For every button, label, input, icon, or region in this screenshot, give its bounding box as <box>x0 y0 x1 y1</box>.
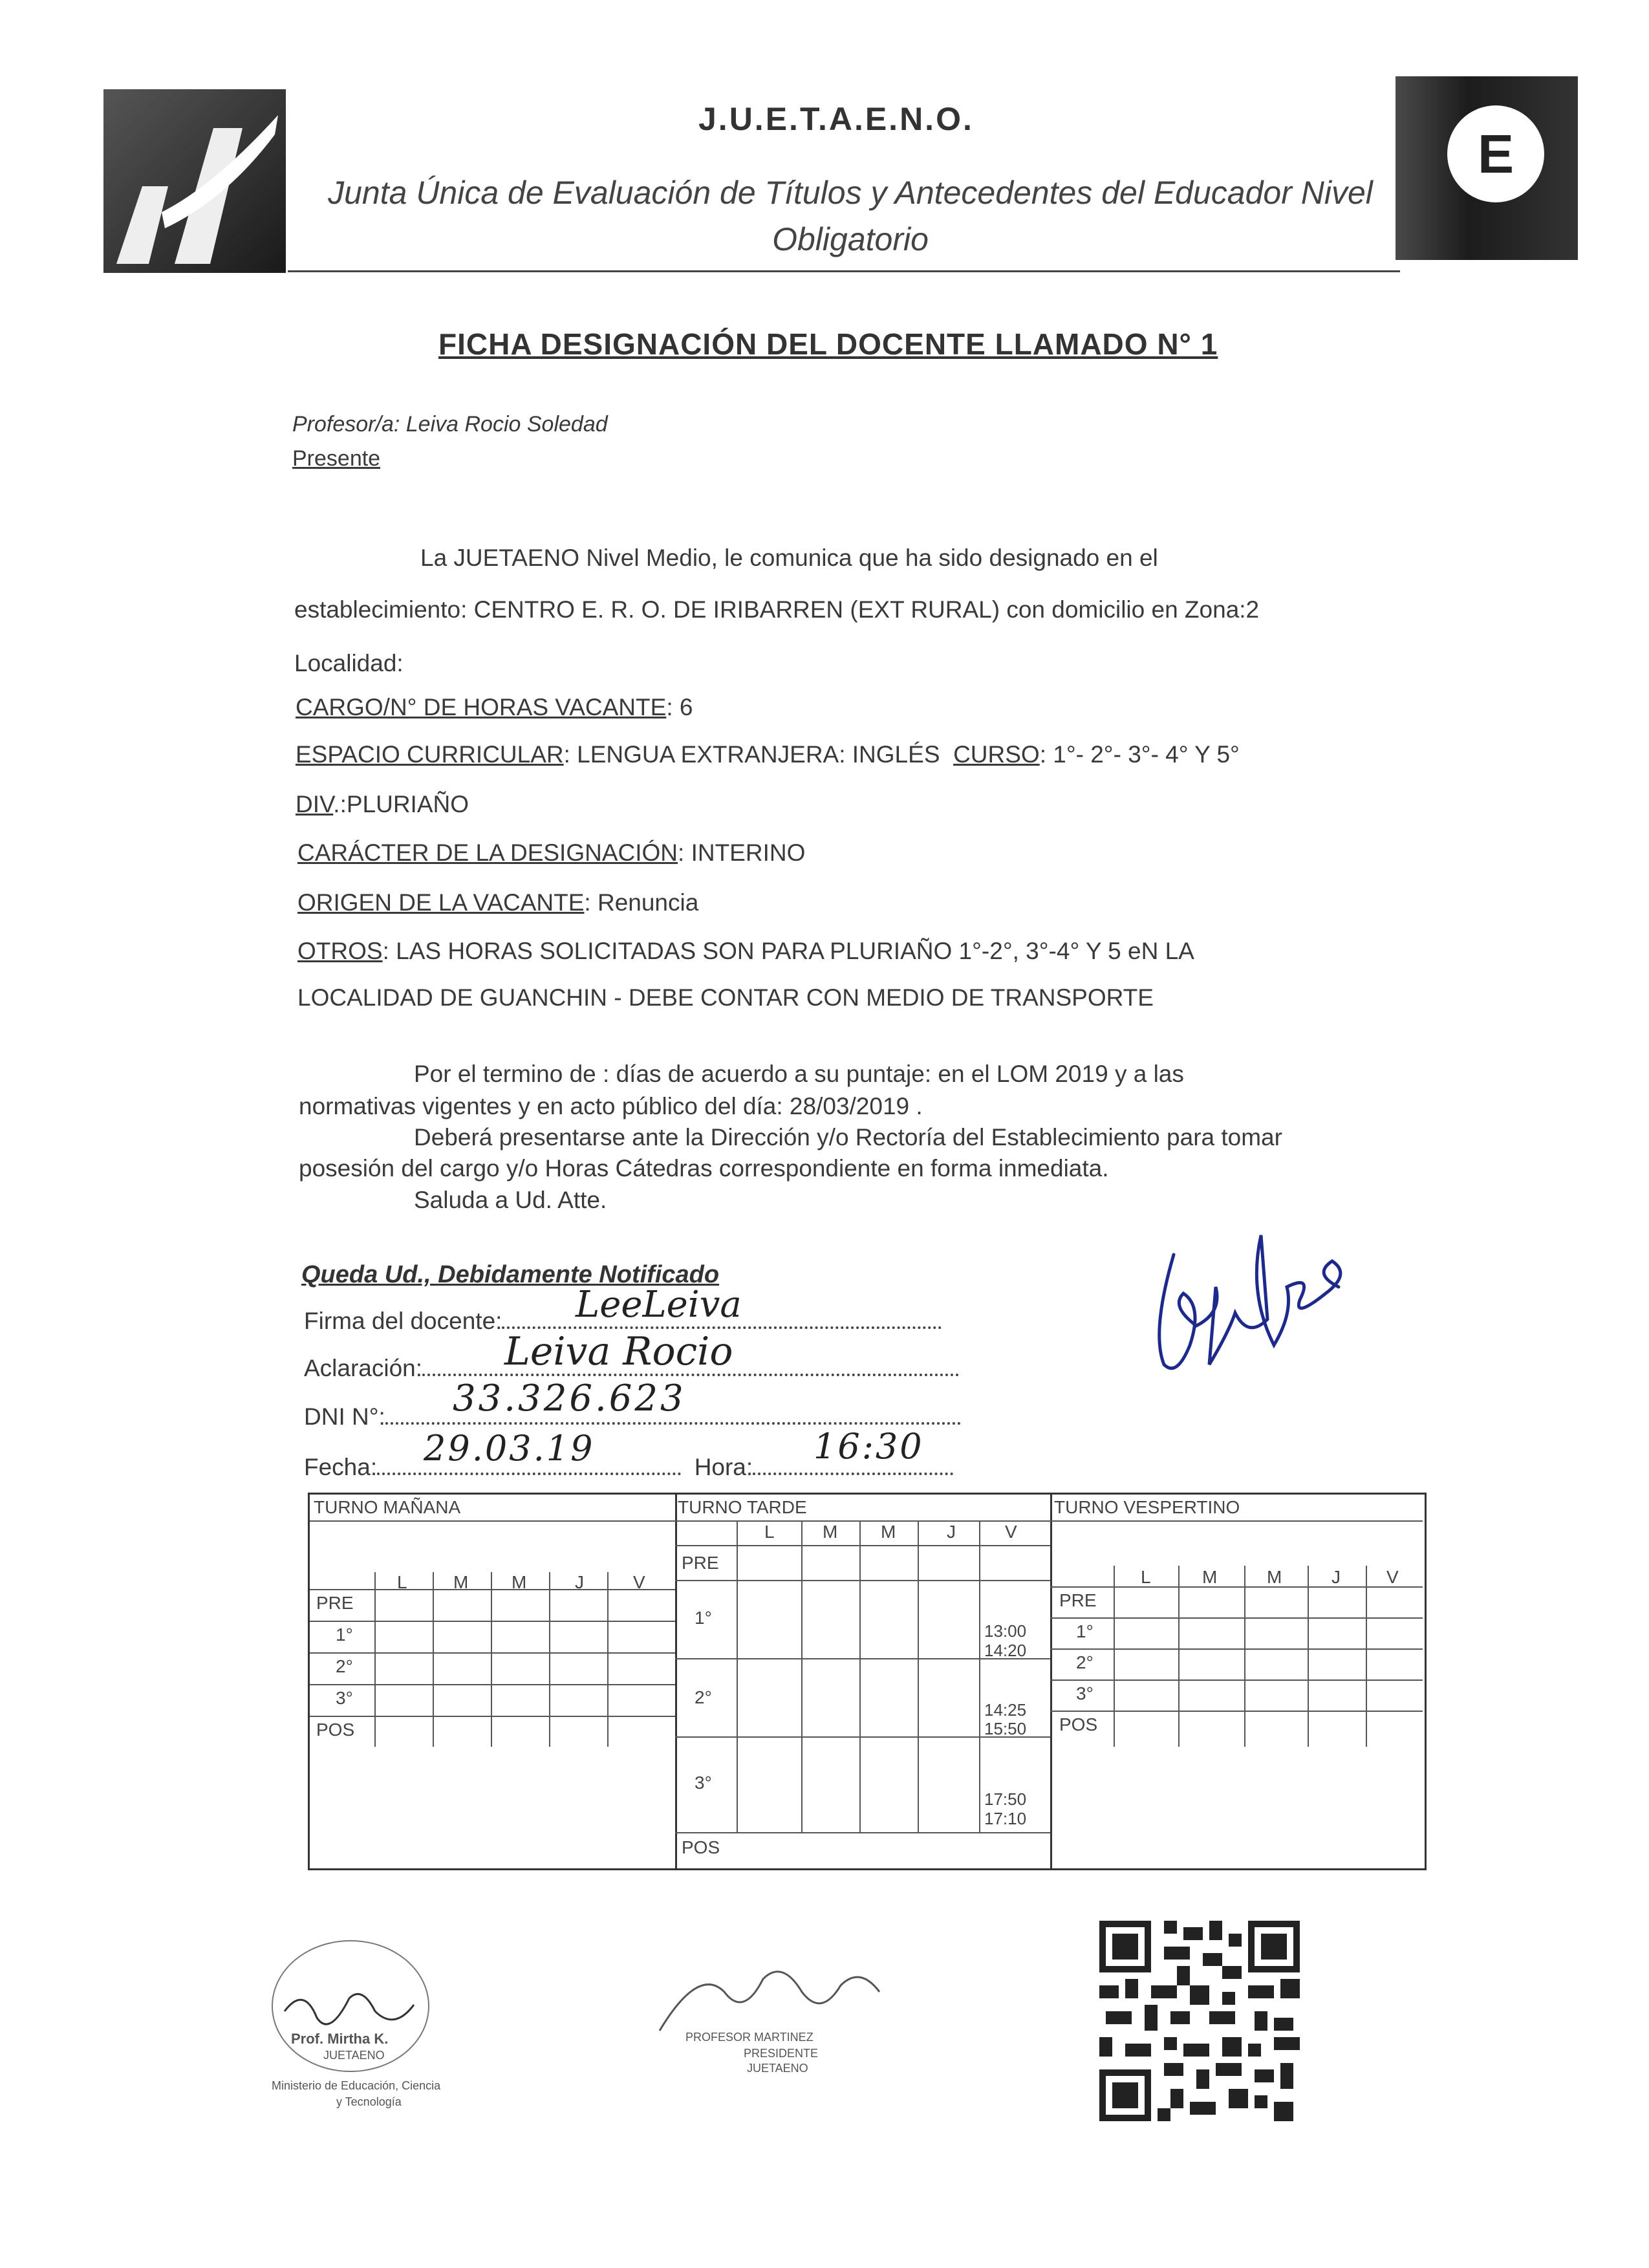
org-full-name: Junta Única de Evaluación de Títulos y Antecedentes del Educador Nivel Obligatorio <box>328 175 1373 257</box>
manana-day-v: V <box>633 1572 645 1592</box>
closing-p2-line1: Deberá presentarse ante la Dirección y/o Rectoría del Establecimiento para tomar <box>414 1124 1282 1150</box>
qr-code <box>1099 1921 1300 2121</box>
intro-line-1: La JUETAENO Nivel Medio, le comunica que ha sido designado en el <box>420 545 1158 571</box>
turno-tarde-title: TURNO TARDE <box>678 1497 807 1517</box>
tarde-time-2: 14:20 <box>984 1641 1027 1660</box>
manana-row-1: 1° <box>336 1625 353 1645</box>
cargo-field <box>296 694 693 721</box>
closing-p3: Saluda a Ud. Atte. <box>414 1187 607 1213</box>
fecha-label: Fecha: <box>304 1454 378 1480</box>
official-signature <box>1138 1216 1377 1400</box>
vespertino-day-m1: M <box>1202 1567 1218 1587</box>
tarde-day-l: L <box>764 1522 775 1542</box>
hora-dotted-line <box>753 1469 953 1475</box>
vespertino-row-pos: POS <box>1059 1714 1098 1734</box>
manana-row-2: 2° <box>336 1656 353 1676</box>
left-stamp-org: JUETAENO <box>323 2049 385 2062</box>
tarde-day-m1: M <box>823 1522 838 1542</box>
div-field <box>296 791 469 818</box>
closing-p1-line1: Por el termino de : días de acuerdo a su puntaje: en el LOM 2019 y a las <box>414 1061 1184 1087</box>
intro-line-3: Localidad: <box>294 650 404 676</box>
left-stamp <box>265 1934 459 2115</box>
closing-p2-line2: posesión del cargo y/o Horas Cátedras correspondiente en forma inmediata. <box>299 1155 1109 1182</box>
manana-day-m2: M <box>512 1572 527 1592</box>
vespertino-day-l: L <box>1141 1567 1151 1587</box>
div-label: DIV <box>296 791 334 817</box>
tarde-time-5: 17:50 <box>984 1789 1027 1809</box>
aclaracion-handwritten: Leiva Rocio <box>504 1329 733 1374</box>
vespertino-row-1: 1° <box>1076 1621 1094 1641</box>
turno-tarde-section <box>675 1495 1052 1868</box>
middle-stamp-signature <box>647 1953 892 2044</box>
tarde-day-v: V <box>1005 1522 1017 1542</box>
hora-label: Hora: <box>694 1454 753 1480</box>
official-signature-graphic <box>1138 1216 1377 1397</box>
manana-day-j: J <box>575 1572 584 1592</box>
aclaracion-label: Aclaración: <box>304 1355 423 1381</box>
tarde-row-2: 2° <box>695 1687 712 1707</box>
tarde-day-m2: M <box>881 1522 896 1542</box>
header-divider <box>288 270 1400 272</box>
dni-label: DNI N°: <box>304 1403 385 1430</box>
manana-day-m1: M <box>453 1572 469 1592</box>
vespertino-row-3: 3° <box>1076 1683 1094 1703</box>
turno-vespertino-title: TURNO VESPERTINO <box>1054 1497 1240 1517</box>
vespertino-day-j: J <box>1331 1567 1341 1587</box>
tarde-time-6: 17:10 <box>984 1809 1027 1828</box>
middle-stamp-org: JUETAENO <box>747 2062 808 2075</box>
tarde-day-j: J <box>947 1522 956 1542</box>
fecha-dotted-line <box>377 1469 681 1475</box>
curso-label: CURSO <box>953 741 1040 768</box>
tarde-time-3: 14:25 <box>984 1700 1027 1720</box>
juetaeno-logo <box>103 89 286 273</box>
org-acronym: J.U.E.T.A.E.N.O. <box>698 101 974 137</box>
recipient-name: Leiva Rocio Soledad <box>405 412 608 437</box>
espacio-field <box>296 741 1240 768</box>
level-badge <box>1396 76 1578 260</box>
turno-vespertino-section <box>1050 1495 1423 1868</box>
origen-value: : Renuncia <box>584 889 699 916</box>
otros-label: OTROS <box>297 938 383 964</box>
turno-manana-title: TURNO MAÑANA <box>314 1497 461 1517</box>
espacio-label: ESPACIO CURRICULAR <box>296 741 564 768</box>
left-stamp-ministry: Ministerio de Educación, Ciencia <box>272 2079 441 2092</box>
manana-row-pre: PRE <box>316 1593 354 1613</box>
recipient-label: Profesor/a: <box>292 412 400 437</box>
tarde-time-4: 15:50 <box>984 1719 1027 1738</box>
recipient-line <box>292 412 608 437</box>
manana-row-3: 3° <box>336 1688 353 1708</box>
espacio-value: : LENGUA EXTRANJERA: INGLÉS <box>563 741 940 768</box>
caracter-field <box>297 839 805 867</box>
otros-value: : LAS HORAS SOLICITADAS SON PARA PLURIAÑO 1°-2°, 3°-4° Y 5 eN LA <box>382 938 1194 964</box>
manana-day-l: L <box>397 1572 407 1592</box>
div-value: .:PLURIAÑO <box>333 791 469 817</box>
dni-handwritten: 33.326.623 <box>453 1377 686 1420</box>
left-stamp-name: Prof. Mirtha K. <box>291 2031 389 2047</box>
tarde-row-pre: PRE <box>682 1553 719 1573</box>
vespertino-row-pre: PRE <box>1059 1590 1097 1610</box>
vespertino-day-m2: M <box>1267 1567 1282 1587</box>
logo-graphic <box>103 89 286 273</box>
schedule-table <box>308 1493 1427 1870</box>
tarde-time-1: 13:00 <box>984 1621 1027 1641</box>
tarde-row-1: 1° <box>695 1608 712 1628</box>
middle-stamp-role: PRESIDENTE <box>744 2047 819 2060</box>
caracter-label: CARÁCTER DE LA DESIGNACIÓN <box>297 839 678 866</box>
cargo-label: CARGO/N° DE HORAS VACANTE <box>296 694 667 720</box>
tarde-row-3: 3° <box>695 1773 712 1793</box>
cargo-value: : 6 <box>666 694 693 720</box>
intro-line-2: establecimiento: CENTRO E. R. O. DE IRIBARREN (EXT RURAL) con domicilio en Zona:2 <box>294 596 1260 623</box>
closing-p1-line2: normativas vigentes y en acto público del día: 28/03/2019 . <box>299 1093 923 1119</box>
docente-signature: LeeLeiva <box>576 1284 742 1326</box>
origen-field <box>297 889 698 916</box>
caracter-value: : INTERINO <box>678 839 806 866</box>
fecha-handwritten: 29.03.19 <box>424 1428 595 1469</box>
otros-value-line-2: LOCALIDAD DE GUANCHIN - DEBE CONTAR CON MEDIO DE TRANSPORTE <box>297 984 1154 1011</box>
manana-row-pos: POS <box>316 1720 355 1740</box>
middle-stamp <box>647 1953 892 2089</box>
presente-label: Presente <box>292 446 381 471</box>
turno-manana-section <box>310 1495 677 1868</box>
middle-stamp-name: PROFESOR MARTINEZ <box>685 2031 814 2044</box>
firma-label: Firma del docente: <box>304 1308 502 1334</box>
qr-code-graphic <box>1099 1921 1300 2121</box>
document-title: FICHA DESIGNACIÓN DEL DOCENTE LLAMADO N° 1 <box>438 327 1218 361</box>
notification-heading: Queda Ud., Debidamente Notificado <box>301 1261 720 1288</box>
vespertino-day-v: V <box>1386 1567 1399 1587</box>
tarde-row-pos: POS <box>682 1837 720 1857</box>
left-stamp-ministry-2: y Tecnología <box>336 2095 402 2108</box>
curso-value: : 1°- 2°- 3°- 4° Y 5° <box>1039 741 1240 768</box>
origen-label: ORIGEN DE LA VACANTE <box>297 889 585 916</box>
hora-handwritten: 16:30 <box>814 1426 924 1467</box>
otros-field <box>297 938 1194 965</box>
badge-letter: E <box>1447 105 1544 202</box>
vespertino-row-2: 2° <box>1076 1652 1094 1672</box>
